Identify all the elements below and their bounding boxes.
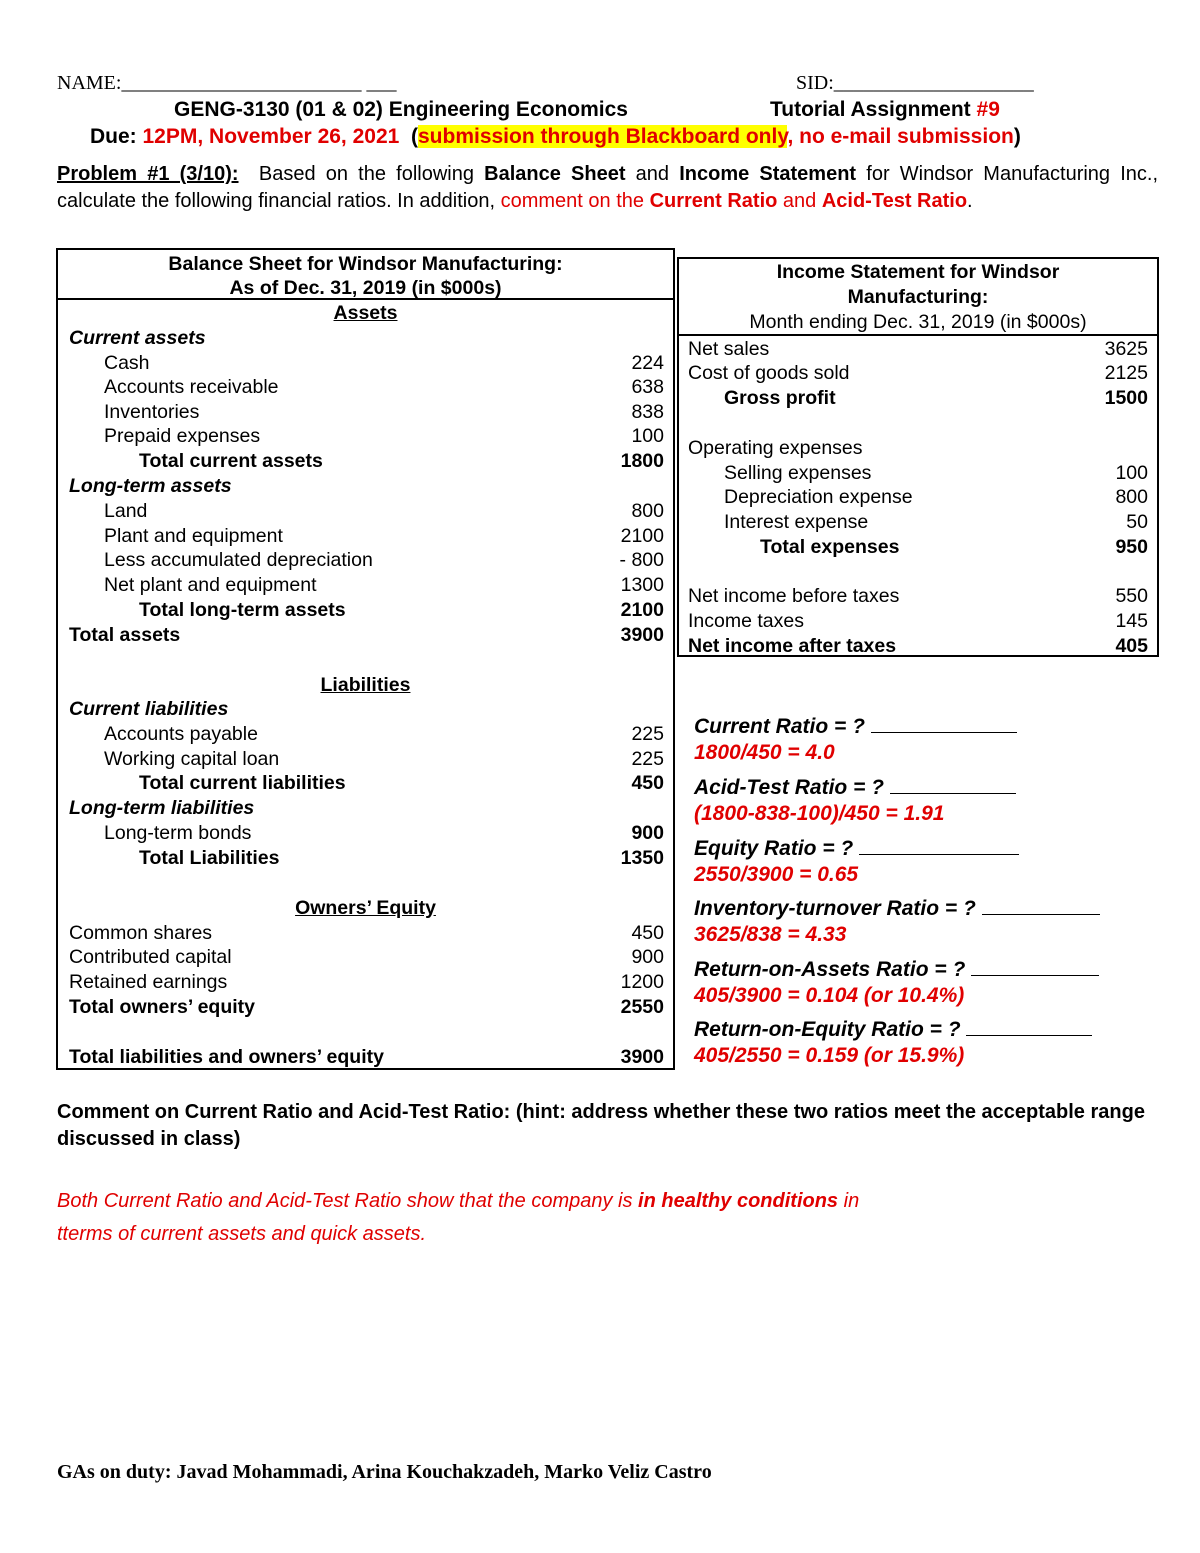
income-title-2: Manufacturing: — [847, 286, 989, 308]
comment-prompt: Comment on Current Ratio and Acid-Test Ratio: (hint: address whether these two ratios meet the acceptable range discussed in class) — [57, 1101, 1145, 1150]
comment-answer-2: in — [838, 1190, 860, 1212]
ratio-answer-inventory-turnover: 3625/838 = 4.33 — [694, 923, 847, 946]
due-highlight: submission through Blackboard only — [417, 125, 788, 148]
is-row-taxes: Income taxes 145 — [688, 610, 1148, 632]
assignment-number: #9 — [976, 98, 1000, 121]
bs-row-net-plant: Net plant and equipment 1300 — [104, 574, 664, 596]
balance-sheet-table — [56, 248, 675, 1070]
ratio-question-equity: Equity Ratio = ? — [694, 836, 1019, 861]
ratio-question-roa: Return-on-Assets Ratio = ? — [694, 957, 1099, 982]
income-statement-title — [679, 259, 1157, 336]
name-blank: ________________________ ___ — [121, 72, 397, 94]
ratio-question-inventory-turnover: Inventory-turnover Ratio = ? — [694, 896, 1100, 921]
long-term-assets-heading: Long-term assets — [69, 475, 232, 497]
sid-blank: ____________________ — [833, 72, 1034, 94]
answer-blank — [971, 957, 1099, 976]
ratio-answer-acid-test: (1800-838-100)/450 = 1.91 — [694, 802, 945, 825]
bs-row-less-depreciation: Less accumulated depreciation - 800 — [104, 549, 664, 571]
assignment-prefix: Tutorial Assignment — [770, 98, 977, 121]
due-date: 12PM, November 26, 2021 — [142, 125, 400, 148]
ratio-answer-equity: 2550/3900 = 0.65 — [694, 863, 859, 886]
problem-bold-balance: Balance Sheet — [484, 163, 626, 185]
sid-field — [796, 72, 1034, 95]
problem-bold-income: Income Statement — [679, 163, 857, 185]
is-row-nibt: Net income before taxes 550 — [688, 585, 1148, 607]
is-row-depreciation: Depreciation expense 800 — [724, 486, 1148, 508]
bs-row-total-equity: Total owners’ equity 2550 — [69, 996, 664, 1018]
is-row-total-expenses: Total expenses 950 — [760, 536, 1148, 558]
due-rest: , no e-mail submission — [787, 125, 1014, 148]
bs-row-total-long-term-assets: Total long-term assets 2100 — [139, 599, 664, 621]
bs-row-total-liabilities: Total Liabilities 1350 — [139, 847, 664, 869]
balance-sheet-title — [58, 250, 673, 300]
income-title-3: Month ending Dec. 31, 2019 (in $000s) — [749, 311, 1087, 333]
operating-expenses-heading: Operating expenses — [688, 437, 863, 459]
problem-text-1: Based on the following — [238, 163, 485, 185]
comment-answer-3: tterms of current assets and quick assets. — [57, 1223, 427, 1245]
is-row-interest: Interest expense 50 — [724, 511, 1148, 533]
balance-sheet-title-2: As of Dec. 31, 2019 (in $000s) — [229, 277, 502, 299]
assets-heading: Assets — [333, 302, 398, 324]
problem-red-2: and — [777, 190, 822, 212]
due-label: Due: — [90, 125, 143, 148]
bs-row-contributed-capital: Contributed capital 900 — [69, 946, 664, 968]
comment-answer-1: Both Current Ratio and Acid-Test Ratio show that the company is — [57, 1190, 639, 1212]
comment-answer-bold: in healthy conditions — [638, 1190, 839, 1212]
problem-label: Problem #1 (3/10): — [57, 163, 239, 185]
ratio-question-current: Current Ratio = ? — [694, 714, 1017, 739]
problem-end: . — [967, 190, 973, 212]
ratio-question-roe: Return-on-Equity Ratio = ? — [694, 1017, 1092, 1042]
is-row-selling: Selling expenses 100 — [724, 462, 1148, 484]
bs-row-land: Land 800 — [104, 500, 664, 522]
problem-statement — [57, 161, 1158, 215]
income-statement-table — [677, 257, 1159, 657]
problem-red-current: Current Ratio — [649, 190, 778, 212]
bs-row-cash: Cash 224 — [104, 352, 664, 374]
name-label: NAME: — [57, 72, 122, 94]
bs-row-accounts-receivable: Accounts receivable 638 — [104, 376, 664, 398]
problem-text-2: and — [625, 163, 680, 185]
is-row-cogs: Cost of goods sold 2125 — [688, 362, 1148, 384]
due-close-paren: ) — [1013, 125, 1021, 148]
is-row-net-sales: Net sales 3625 — [688, 338, 1148, 360]
problem-red-acid: Acid-Test Ratio — [821, 190, 968, 212]
liabilities-heading: Liabilities — [320, 674, 411, 696]
bs-row-total-liab-equity: Total liabilities and owners’ equity 3900 — [69, 1046, 664, 1068]
assignment-title — [770, 98, 1000, 122]
answer-blank — [966, 1017, 1092, 1036]
due-line — [90, 125, 1021, 149]
bs-row-long-term-bonds: Long-term bonds 900 — [104, 822, 664, 844]
ratio-question-acid-test: Acid-Test Ratio = ? — [694, 775, 1016, 800]
long-term-liabilities-heading: Long-term liabilities — [69, 797, 255, 819]
answer-blank — [859, 836, 1019, 855]
balance-sheet-title-1: Balance Sheet for Windsor Manufacturing: — [168, 253, 563, 275]
bs-row-prepaid: Prepaid expenses 100 — [104, 425, 664, 447]
bs-row-total-current-assets: Total current assets 1800 — [139, 450, 664, 472]
bs-row-working-capital-loan: Working capital loan 225 — [104, 748, 664, 770]
gas-on-duty: GAs on duty: Javad Mohammadi, Arina Kouchakzadeh, Marko Veliz Castro — [57, 1461, 712, 1483]
ratio-answer-current: 1800/450 = 4.0 — [694, 741, 835, 764]
answer-blank — [871, 714, 1017, 733]
ratio-answer-roe: 405/2550 = 0.159 (or 15.9%) — [694, 1044, 965, 1067]
problem-red-1: comment on the — [500, 190, 650, 212]
name-field — [57, 72, 396, 95]
bs-row-total-assets: Total assets 3900 — [69, 624, 664, 646]
sid-label: SID: — [796, 72, 834, 94]
is-row-gross-profit: Gross profit 1500 — [724, 387, 1148, 409]
bs-row-common-shares: Common shares 450 — [69, 922, 664, 944]
problem-text-3: for Windsor Manufacturing Inc., calculate the following financial ratios. In addition, — [57, 163, 1159, 212]
current-liabilities-heading: Current liabilities — [69, 698, 229, 720]
ratio-answer-roa: 405/3900 = 0.104 (or 10.4%) — [694, 984, 965, 1007]
bs-row-inventories: Inventories 838 — [104, 401, 664, 423]
bs-row-total-current-liabilities: Total current liabilities 450 — [139, 772, 664, 794]
income-title-1: Income Statement for Windsor — [776, 261, 1060, 283]
is-row-niat: Net income after taxes 405 — [688, 635, 1148, 657]
answer-blank — [982, 896, 1100, 915]
equity-heading: Owners’ Equity — [295, 897, 436, 919]
current-assets-heading: Current assets — [69, 327, 206, 349]
comment-answer — [57, 1185, 1057, 1251]
bs-row-plant-equipment: Plant and equipment 2100 — [104, 525, 664, 547]
bs-row-retained-earnings: Retained earnings 1200 — [69, 971, 664, 993]
due-open-paren: ( — [399, 125, 418, 148]
bs-row-accounts-payable: Accounts payable 225 — [104, 723, 664, 745]
answer-blank — [890, 775, 1016, 794]
course-title: GENG-3130 (01 & 02) Engineering Economics — [174, 98, 628, 121]
